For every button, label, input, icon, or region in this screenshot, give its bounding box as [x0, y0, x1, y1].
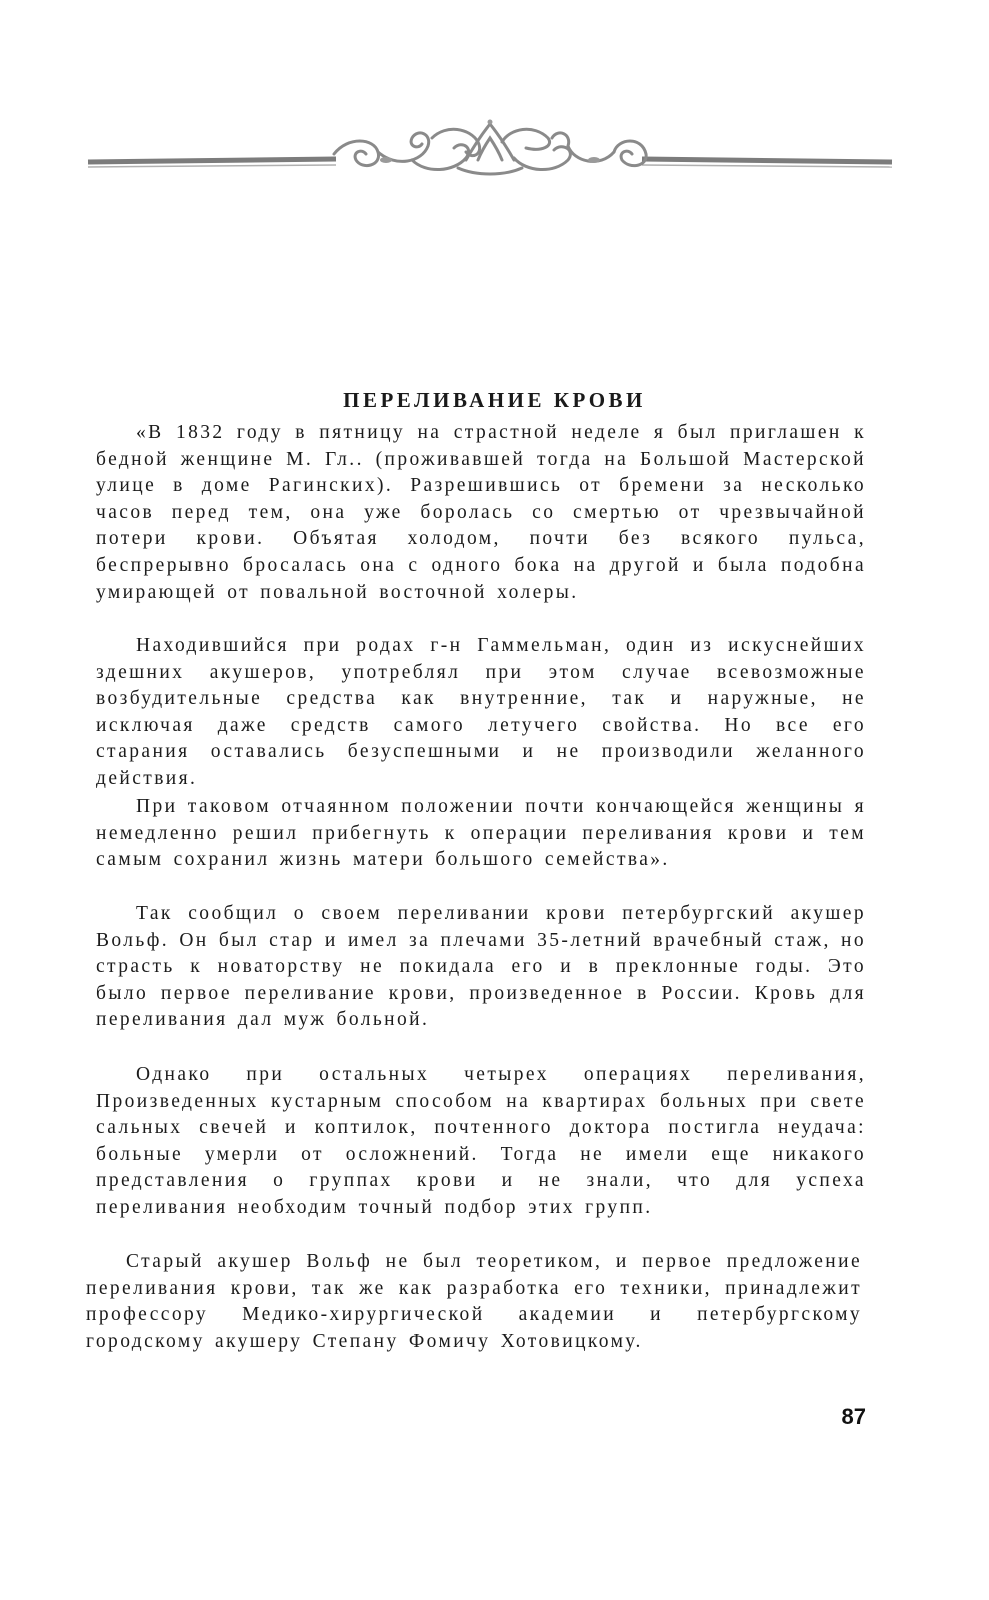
- paragraph-5: Однако при остальных четырех операциях переливания, Произведенных кустарным способом на квартирах больных при свете сальных свечей и коптилок, почтенного доктора постигла неудача: больные умерли от осложнений. Тогда не имели еще никакого представления о группах крови и не знали, что для успеха переливания необходим точный подбор этих групп.: [96, 1064, 866, 1218]
- page-number: 87: [841, 1404, 866, 1429]
- paragraph-3: При таковом отчаянном положении почти кончающейся женщины я немедленно решил прибегнуть к операции переливания крови и тем самым сохранил жизнь матери большого семейства».: [96, 796, 866, 871]
- scroll-ornament-icon: [86, 116, 894, 188]
- paragraph-2: Находившийся при родах г-н Гаммельман, один из искуснейших здешних акушеров, употреблял при этом случае всевозможные возбудительные средства как внутренние, так и наружные, не исключая даже средств самого летучего свойства. Но все его старания оставались безуспешными и не производили желанного действия.: [96, 635, 866, 789]
- chapter-title: ПЕРЕЛИВАНИЕ КРОВИ: [343, 388, 646, 412]
- paragraph-4: Так сообщил о своем переливании крови петербургский акушер Вольф. Он был стар и имел за плечами 35-летний врачебный стаж, но страсть к новаторству не покидала его и в преклонные годы. Это было первое переливание крови, произведенное в России. Кровь для переливания дал муж больной.: [96, 903, 866, 1031]
- paragraph-1: «В 1832 году в пятницу на страстной неделе я был приглашен к бедной женщине М. Гл.. (проживавшей тогда на Большой Мастерской улице в доме Рагинских). Разрешившись от бремени за несколько часов перед тем, она уже боролась со смертью от чрезвычайной потери крови. Объятая холодом, почти без всякого пульса, беспрерывно бросалась она с одного бока на другой и была подобна умирающей от повальной восточной холеры.: [96, 422, 866, 603]
- paragraph-6: Старый акушер Вольф не был теоретиком, и первое предложение переливания крови, так же как разработка его техники, принадлежит профессору Медико-хирургической академии и петербургскому городскому акушеру Степану Фомичу Хотовицкому.: [86, 1251, 862, 1352]
